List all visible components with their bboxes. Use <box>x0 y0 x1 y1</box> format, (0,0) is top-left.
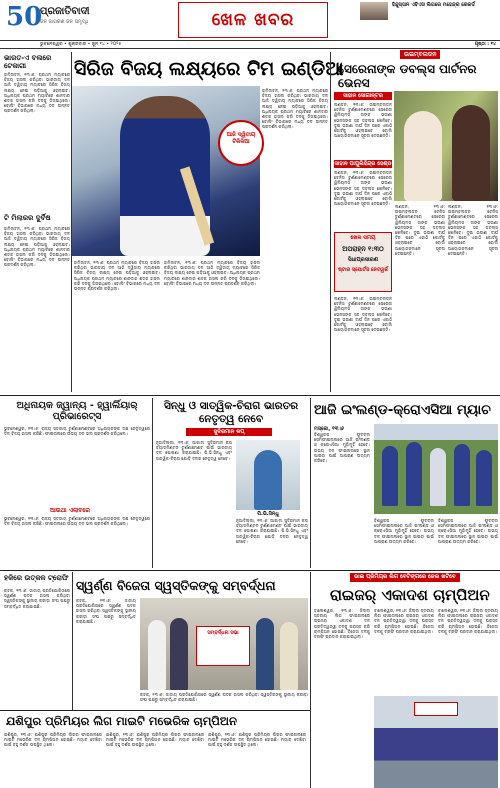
serena-headline-1: ସେରେନାଙ୍କ ଡବଲ୍ସ ପାର୍ଟନର ଭେନସ <box>338 62 477 90</box>
broadcast-label: ଖେଳ ସମୟ <box>350 235 376 241</box>
sindhu-photo <box>236 440 300 510</box>
serena-body-top: ଲଣ୍ଡନ, ୧୩।୬: ଉଇମ୍ବଲଡନ ଟେନିସ ଟୁର୍ଣ୍ଣାମେଣ୍ଟରେ ସେରେନା ୱିଲିୟମସ ତାଙ୍କ ଭଉଣୀ ଭେନସଙ୍କ ସହ ଡବଲ୍ସ ଖେଳିବେ। ଦୁଇ ଭଉଣୀ ଦୀର୍ଘ ଦିନ ପରେ ଏକାଠି କୋର୍ଟକୁ ଓହ୍ଲାଇବେ ବୋଲି ଆୟୋଜକମାନେ ସୂଚନା ଦେଇଛନ୍ତି। <box>334 102 392 139</box>
hockey-headline: ହକିରେ ଉତ୍କଳ ଟ୍ରୋଫି <box>4 574 69 582</box>
sindhu-body-2: ନୂଆଦିଲ୍ଲୀ, ୧୩।୬: ଆଗାମୀ ସୁଦିରମାନ କପ୍ ବ୍ୟାଡମିଣ୍ଟନ ଟୁର୍ଣ୍ଣାମେଣ୍ଟ ପାଇଁ ଭାରତୀୟ ଦଳ ଘୋଷଣା କରାଯାଇଛି। ପି.ଭି.ସିନ୍ଧୁ ଏବଂ ସାତ୍ୱିକ-ଚିରାଗ ଯୋଡ଼ି ଦଳର ନେତୃତ୍ୱ ନେବେ। <box>236 518 308 544</box>
broadcast-info-box <box>334 232 392 292</box>
match-callout: ଆଜି ଦ୍ୱିତୀୟ ଟିକିକିଆ <box>218 120 264 166</box>
serena-body-mid: ଲଣ୍ଡନ, ୧୩।୬: ଉଇମ୍ବଲଡନ ଟେନିସ ଟୁର୍ଣ୍ଣାମେଣ୍ଟରେ ସେରେନା ୱିଲିୟମସ ତାଙ୍କ ଭଉଣୀ ଭେନସଙ୍କ ସହ ଡବଲ୍ସ ଖେଳିବେ। ଦୁଇ ଭଉଣୀ ଦୀର୍ଘ ଦିନ ପରେ ଏକାଠି କୋର୍ଟକୁ ଓହ୍ଲାଇବେ ବୋଲି ଆୟୋଜକମାନେ ସୂଚନା ଦେଇଛନ୍ତି। <box>334 170 392 207</box>
sindhu-headline: ସିନ୍ଧୁ ଓ ସାତ୍ୱିକ-ଚିରାଗ ଭାରତର ନେତୃତ୍ୱ ନେବେ <box>163 400 299 425</box>
section-title: ଖେଳ ଖବର <box>211 10 295 30</box>
tennis-left-subhead: ଆଉଥା ଏଲାବରେ <box>50 507 90 514</box>
serena-body-bottom: ଲଣ୍ଡନ, ୧୩।୬: ଉଇମ୍ବଲଡନ ଟେନିସ ଟୁର୍ଣ୍ଣାମେଣ୍ଟରେ ସେରେନା ୱିଲିୟମସ ତାଙ୍କ ଭଉଣୀ ଭେନସଙ୍କ ସହ ଡବଲ୍ସ ଖେଳିବେ। ଦୁଇ ଭଉଣୀ ଦୀର୍ଘ ଦିନ ପରେ ଏକାଠି କୋର୍ଟକୁ ଓହ୍ଲାଇବେ ବୋଲି ଆୟୋଜକମାନେ ସୂଚନା ଦେଇଛନ୍ତି। <box>334 296 392 333</box>
section-header <box>178 2 328 38</box>
award-headline: ସ୍ୱର୍ଣ୍ଣ ବିଜେତା ସ୍ୱସ୍ତିକଙ୍କୁ ସମ୍ବର୍ଦ୍ଧନା <box>76 578 276 593</box>
croatia-body-1: ବିଶ୍ୱକପ ଫୁଟବଲ ସେମିଫାଇନାଲରେ ଆଜି ଇଂଲଣ୍ଡ ଓ କ୍ରୋଏସିଆ ମୁହାଁମୁହିଁ ହେବେ। ଉଭୟ ଦଳ ଫାଇନାଲରେ ସ୍ଥାନ ପାଇବା ପାଇଁ ଆପ୍ରାଣ ଉଦ୍ୟମ କରିବେ। <box>314 432 370 464</box>
serena-subhead: ସାହାନ ସୋଗାନ୍ଟର <box>334 92 392 100</box>
india-series-body-col1: ହାମିଲଟନ, ୧୩।୬: ପ୍ରଥମ ମ୍ୟାଚରେ ବିଜୟ ହାସଲ କରିଥିବା ଭାରତୀୟ ଦଳ ଆଜି ଦ୍ୱିତୀୟ ମ୍ୟାଚରେ ସିରିଜ ବିଜୟ ଲକ୍ଷ୍ୟ ନେଇ ପଡ଼ିଆକୁ ଓହ୍ଲାଇବ। ଅଧିନାୟକ ପ୍ରଥମ ମ୍ୟାଚରେ ଶାନଦାର ଶତକ ହାସଲ କରି ଦଳକୁ ଜିତାଇଥିଲେ। ବୋଲିଂ ବିଭାଗରେ ମଧ୍ୟ ଦଳ ଉନ୍ନତ ପ୍ରଦର୍ଶନ କରିଥିଲା। <box>164 260 260 286</box>
rising-body-3: ବାଲେଶ୍ୱର, ୧୩।୬: ଜିଲ୍ଲା ସ୍ତରୀୟ ଲିଗ ଫାଇନାଲରେ ରାଇଜର୍ ଏକାଦଶ ଦଳ ପ୍ରତିଦ୍ୱନ୍ଦ୍ୱୀ ଦଳକୁ ପରାସ୍ତ କରି ଚାମ୍ପିଅନ ହୋଇଛି। ବିଜେତା ଦଳକୁ ଟ୍ରଫି ପ୍ରଦାନ କରାଯାଇଥିଲା। <box>438 608 498 634</box>
sindhu-body-1: ନୂଆଦିଲ୍ଲୀ, ୧୩।୬: ଆଗାମୀ ସୁଦିରମାନ କପ୍ ବ୍ୟାଡମିଣ୍ଟନ ଟୁର୍ଣ୍ଣାମେଣ୍ଟ ପାଇଁ ଭାରତୀୟ ଦଳ ଘୋଷଣା କରାଯାଇଛି। ପି.ଭି.ସିନ୍ଧୁ ଏବଂ ସାତ୍ୱିକ-ଚିରାଗ ଯୋଡ଼ି ଦଳର ନେତୃତ୍ୱ ନେବେ। <box>156 440 232 461</box>
felicitation-photo <box>140 598 308 690</box>
promo-teaser: ହିନ୍ଦୁସ୍ତାନ ଏବିଏସ ଲିଗରେ ମହେନ୍ଦ୍ର ରେକର୍ଡ <box>392 2 475 8</box>
jashipur-body-1: ଯଶିପୁର, ୧୩।୬: ଯଶିପୁର ପ୍ରିମିୟର ଲିଗର ଫାଇନାଲରେ ମାଇଟି ମଭେରିକ ଦଳ ଚାମ୍ପିଅନ ହୋଇଛି। ମ୍ୟାଚ ଦେଖିବା ପାଇଁ ବହୁ ଦର୍ଶକ ଉପସ୍ଥିତ ଥିଲେ। <box>4 732 102 748</box>
jashipur-headline: ଯଶିପୁର ପ୍ରିମିୟର ଲିଗ ମାଇଟି ମଭେରିକ ଚାମ୍ପିଅନ <box>6 714 237 728</box>
serena-subhead-2: ସାହାନ ପାପୁଲିହିନ୍ଦ୍ର ହେଣ୍ଡ <box>334 161 392 167</box>
tennis-left-headline: ଅଧିନାୟକ ଜ୍ୱାନ୍ୟ - ହ୍ୱାର୍ଲିୟାର୍ ପ୍ରିଭାରେଟ୍ସ <box>16 400 138 422</box>
promo-thumbnail <box>360 2 388 20</box>
column-rule <box>152 398 153 568</box>
anniversary-logo: 50 <box>6 2 43 32</box>
rising-body-1: ବାଲେଶ୍ୱର, ୧୩।୬: ଜିଲ୍ଲା ସ୍ତରୀୟ ଲିଗ ଫାଇନାଲରେ ରାଇଜର୍ ଏକାଦଶ ଦଳ ପ୍ରତିଦ୍ୱନ୍ଦ୍ୱୀ ଦଳକୁ ପରାସ୍ତ କରି ଚାମ୍ପିଅନ ହୋଇଛି। ବିଜେତା ଦଳକୁ ଟ୍ରଫି ପ୍ରଦାନ କରାଯାଇଥିଲା। <box>314 608 370 640</box>
tennis-left-body-1: ଭୁବନେଶ୍ୱର, ୧୩।୬: ରାଜ୍ୟ ସ୍ତରୀୟ ଟୁର୍ଣ୍ଣାମେଣ୍ଟରେ ଅଧିନାୟକଙ୍କ ଦକ୍ଷ ନେତୃତ୍ୱରେ ଦଳ ବିଜୟ ହାସଲ କରିଛି। ଫାଇନାଲରେ ଉଭୟ ଦଳ ଭଲ ପ୍ରଦର୍ଶନ କରିଥିଲେ। <box>4 426 150 437</box>
column-rule <box>72 572 73 710</box>
wimbledon-kicker: ଉଇମ୍ବଲଡନ <box>400 50 440 59</box>
tennis-left-body-2: ଭୁବନେଶ୍ୱର, ୧୩।୬: ରାଜ୍ୟ ସ୍ତରୀୟ ଟୁର୍ଣ୍ଣାମେଣ୍ଟରେ ଅଧିନାୟକଙ୍କ ଦକ୍ଷ ନେତୃତ୍ୱରେ ଦଳ ବିଜୟ ହାସଲ କରିଛି। ଫାଇନାଲରେ ଉଭୟ ଦଳ ଭଲ ପ୍ରଦର୍ଶନ କରିଥିଲେ। <box>4 516 150 527</box>
left-story-body: ହାମିଲଟନ, ୧୩।୬: ପ୍ରଥମ ମ୍ୟାଚରେ ବିଜୟ ହାସଲ କରିଥିବା ଭାରତୀୟ ଦଳ ଆଜି ଦ୍ୱିତୀୟ ମ୍ୟାଚରେ ସିରିଜ ବିଜୟ ଲକ୍ଷ୍ୟ ନେଇ ପଡ଼ିଆକୁ ଓହ୍ଲାଇବ। ଅଧିନାୟକ ପ୍ରଥମ ମ୍ୟାଚରେ ଶାନଦାର ଶତକ ହାସଲ କରି ଦଳକୁ ଜିତାଇଥିଲେ। ବୋଲିଂ ବିଭାଗରେ ମଧ୍ୟ ଦଳ ଉନ୍ନତ ପ୍ରଦର୍ଶନ କରିଥିଲା। <box>4 72 70 114</box>
dateline-bar <box>0 40 500 49</box>
dateline-text: ଭୁବନେଶ୍ୱର • ଶୁକ୍ରବାର • ଜୁନ ୧୪ • ୨୦୨୫ <box>40 42 122 47</box>
column-rule <box>310 572 311 788</box>
rising-headline: ରାଇଜର୍ ଏକାଦଶ ଚାମ୍ପିଅନ <box>330 586 490 604</box>
newspaper-name: ପ୍ରଜାତିବାଦୀ <box>40 6 90 17</box>
side-story-head: ଟି ମିଲାରର ଦୁର୍ବିଷ <box>4 214 51 222</box>
section-divider <box>0 395 500 396</box>
section-divider <box>0 570 500 571</box>
felicitation-banner: ସମ୍ବର୍ଦ୍ଧନା ସଭା <box>196 626 250 666</box>
croatia-headline: ଆଜି ଇଂଲଣ୍ଡ-କ୍ରୋଏସିଆ ମ୍ୟାଚ <box>314 402 491 418</box>
newspaper-tagline: ଜନ ଜାଗରଣ ଜନ ସମୃଦ୍ଧି <box>40 19 89 25</box>
serena-body-right-1: ଲଣ୍ଡନ, ୧୩।୬: ଉଇମ୍ବଲଡନ ଟେନିସ ଟୁର୍ଣ୍ଣାମେଣ୍ଟରେ ସେରେନା ୱିଲିୟମସ ତାଙ୍କ ଭଉଣୀ ଭେନସଙ୍କ ସହ ଡବଲ୍ସ ଖେଳିବେ। ଦୁଇ ଭଉଣୀ ଦୀର୍ଘ ଦିନ ପରେ ଏକାଠି କୋର୍ଟକୁ ଓହ୍ଲାଇବେ ବୋଲି ଆୟୋଜକମାନେ ସୂଚନା ଦେଇଛନ୍ତି। <box>395 204 445 256</box>
hockey-body: କଟକ, ୧୩।୬: ଜାତୀୟ ପ୍ରତିଯୋଗିତାରେ ସ୍ୱର୍ଣ୍ଣ ପଦକ ହାସଲ କରିଥିବା ସ୍ୱସ୍ତିକଙ୍କୁ ସ୍ଥାନୀୟ କ୍ରୀଡ଼ା ସଂଘ ପକ୍ଷରୁ ସମ୍ବର୍ଦ୍ଧିତ କରାଯାଇଛି। <box>4 588 70 609</box>
section-divider <box>0 710 310 711</box>
serena-venus-photo <box>394 91 498 201</box>
sindhu-caption: ପି.ଭି.ସିନ୍ଧୁ <box>257 511 279 517</box>
broadcast-type: ସିଧାପ୍ରସାରଣ <box>347 257 378 263</box>
award-body-1: କଟକ, ୧୩।୬: ଜାତୀୟ ପ୍ରତିଯୋଗିତାରେ ସ୍ୱର୍ଣ୍ଣ ପଦକ ହାସଲ କରିଥିବା ସ୍ୱସ୍ତିକଙ୍କୁ ସ୍ଥାନୀୟ କ୍ରୀଡ଼ା ସଂଘ ପକ୍ଷରୁ ସମ୍ବର୍ଦ୍ଧିତ କରାଯାଇଛି। <box>76 598 136 624</box>
jashipur-body-2: ଯଶିପୁର, ୧୩।୬: ଯଶିପୁର ପ୍ରିମିୟର ଲିଗର ଫାଇନାଲରେ ମାଇଟି ମଭେରିକ ଦଳ ଚାମ୍ପିଅନ ହୋଇଛି। ମ୍ୟାଚ ଦେଖିବା ପାଇଁ ବହୁ ଦର୍ଶକ ଉପସ୍ଥିତ ଥିଲେ। <box>106 732 204 748</box>
croatia-body-3: ବିଶ୍ୱକପ ଫୁଟବଲ ସେମିଫାଇନାଲରେ ଆଜି ଇଂଲଣ୍ଡ ଓ କ୍ରୋଏସିଆ ମୁହାଁମୁହିଁ ହେବେ। ଉଭୟ ଦଳ ଫାଇନାଲରେ ସ୍ଥାନ ପାଇବା ପାଇଁ ଆପ୍ରାଣ ଉଦ୍ୟମ କରିବେ। <box>438 518 498 544</box>
award-body-2: କଟକ, ୧୩।୬: ଜାତୀୟ ପ୍ରତିଯୋଗିତାରେ ସ୍ୱର୍ଣ୍ଣ ପଦକ ହାସଲ କରିଥିବା ସ୍ୱସ୍ତିକଙ୍କୁ ସ୍ଥାନୀୟ କ୍ରୀଡ଼ା ସଂଘ ପକ୍ଷରୁ ସମ୍ବର୍ଦ୍ଧିତ କରାଯାଇଛି। <box>140 692 308 703</box>
broadcast-time: ଅପରାହ୍ନ ୧:୩୦ <box>342 245 384 253</box>
croatia-dateline: ମସ୍କୋ, ୧୩।୬ <box>314 426 344 432</box>
india-series-body-col0: ହାମିଲଟନ, ୧୩।୬: ପ୍ରଥମ ମ୍ୟାଚରେ ବିଜୟ ହାସଲ କରିଥିବା ଭାରତୀୟ ଦଳ ଆଜି ଦ୍ୱିତୀୟ ମ୍ୟାଚରେ ସିରିଜ ବିଜୟ ଲକ୍ଷ୍ୟ ନେଇ ପଡ଼ିଆକୁ ଓହ୍ଲାଇବ। ଅଧିନାୟକ ପ୍ରଥମ ମ୍ୟାଚରେ ଶାନଦାର ଶତକ ହାସଲ କରି ଦଳକୁ ଜିତାଇଥିଲେ। ବୋଲିଂ ବିଭାଗରେ ମଧ୍ୟ ଦଳ ଉନ୍ନତ ପ୍ରଦର୍ଶନ କରିଥିଲା। <box>74 260 160 292</box>
serena-body-right-2: ଲଣ୍ଡନ, ୧୩।୬: ଉଇମ୍ବଲଡନ ଟେନିସ ଟୁର୍ଣ୍ଣାମେଣ୍ଟରେ ସେରେନା ୱିଲିୟମସ ତାଙ୍କ ଭଉଣୀ ଭେନସଙ୍କ ସହ ଡବଲ୍ସ ଖେଳିବେ। ଦୁଇ ଭଉଣୀ ଦୀର୍ଘ ଦିନ ପରେ ଏକାଠି କୋର୍ଟକୁ ଓହ୍ଲାଇବେ ବୋଲି ଆୟୋଜକମାନେ ସୂଚନା ଦେଇଛନ୍ତି। <box>448 204 498 256</box>
jashipur-body-3: ଯଶିପୁର, ୧୩।୬: ଯଶିପୁର ପ୍ରିମିୟର ଲିଗର ଫାଇନାଲରେ ମାଇଟି ମଭେରିକ ଦଳ ଚାମ୍ପିଅନ ହୋଇଛି। ମ୍ୟାଚ ଦେଖିବା ପାଇଁ ବହୁ ଦର୍ଶକ ଉପସ୍ଥିତ ଥିଲେ। <box>208 732 306 748</box>
rising-body-2: ବାଲେଶ୍ୱର, ୧୩।୬: ଜିଲ୍ଲା ସ୍ତରୀୟ ଲିଗ ଫାଇନାଲରେ ରାଇଜର୍ ଏକାଦଶ ଦଳ ପ୍ରତିଦ୍ୱନ୍ଦ୍ୱୀ ଦଳକୁ ପରାସ୍ତ କରି ଚାମ୍ପିଅନ ହୋଇଛି। ବିଜେତା ଦଳକୁ ଟ୍ରଫି ପ୍ରଦାନ କରାଯାଇଥିଲା। <box>374 608 434 634</box>
rising-kicker: ଭାଇ ପ୍ରିମିୟର ଲିଗ ବେଟିଙ୍ଗରେ ଜେଲ ଖଟିବେ <box>350 573 460 582</box>
broadcast-channel: ଷ୍ଟାର ସ୍ପୋର୍ଟସ ନେଟୱର୍କ <box>338 267 388 273</box>
champion-team-photo <box>374 696 498 788</box>
england-team-training-photo <box>374 424 498 514</box>
india-series-body-col2: ହାମିଲଟନ, ୧୩।୬: ପ୍ରଥମ ମ୍ୟାଚରେ ବିଜୟ ହାସଲ କରିଥିବା ଭାରତୀୟ ଦଳ ଆଜି ଦ୍ୱିତୀୟ ମ୍ୟାଚରେ ସିରିଜ ବିଜୟ ଲକ୍ଷ୍ୟ ନେଇ ପଡ଼ିଆକୁ ଓହ୍ଲାଇବ। ଅଧିନାୟକ ପ୍ରଥମ ମ୍ୟାଚରେ ଶାନଦାର ଶତକ ହାସଲ କରି ଦଳକୁ ଜିତାଇଥିଲେ। ବୋଲିଂ ବିଭାଗରେ ମଧ୍ୟ ଦଳ ଉନ୍ନତ ପ୍ରଦର୍ଶନ କରିଥିଲା। <box>262 88 328 130</box>
column-rule <box>310 398 311 568</box>
side-story-body: ହାମିଲଟନ, ୧୩।୬: ପ୍ରଥମ ମ୍ୟାଚରେ ବିଜୟ ହାସଲ କରିଥିବା ଭାରତୀୟ ଦଳ ଆଜି ଦ୍ୱିତୀୟ ମ୍ୟାଚରେ ସିରିଜ ବିଜୟ ଲକ୍ଷ୍ୟ ନେଇ ପଡ଼ିଆକୁ ଓହ୍ଲାଇବ। ଅଧିନାୟକ ପ୍ରଥମ ମ୍ୟାଚରେ ଶାନଦାର ଶତକ ହାସଲ କରି ଦଳକୁ ଜିତାଇଥିଲେ। ବୋଲିଂ ବିଭାଗରେ ମଧ୍ୟ ଦଳ ଉନ୍ନତ ପ୍ରଦର୍ଶନ କରିଥିଲା। <box>4 226 70 268</box>
croatia-body-2: ବିଶ୍ୱକପ ଫୁଟବଲ ସେମିଫାଇନାଲରେ ଆଜି ଇଂଲଣ୍ଡ ଓ କ୍ରୋଏସିଆ ମୁହାଁମୁହିଁ ହେବେ। ଉଭୟ ଦଳ ଫାଇନାଲରେ ସ୍ଥାନ ପାଇବା ପାଇଁ ଆପ୍ରାଣ ଉଦ୍ୟମ କରିବେ। <box>374 518 434 544</box>
left-story-head: ଭାରତ-ଏ ବଲରେ ଟେକାଗୀ <box>4 54 52 70</box>
india-series-headline: ସିରିଜ ବିଜୟ ଲକ୍ଷ୍ୟରେ ଟିମ ଇଣ୍ଡିଆ <box>74 58 344 80</box>
column-rule <box>330 52 331 392</box>
cricket-player-photo <box>72 86 260 256</box>
page-number: ପୃଷ୍ଠା : ୧୪ <box>474 42 496 47</box>
sudirman-kicker: ସୁଦିରମାନ କପ୍ <box>186 428 272 436</box>
